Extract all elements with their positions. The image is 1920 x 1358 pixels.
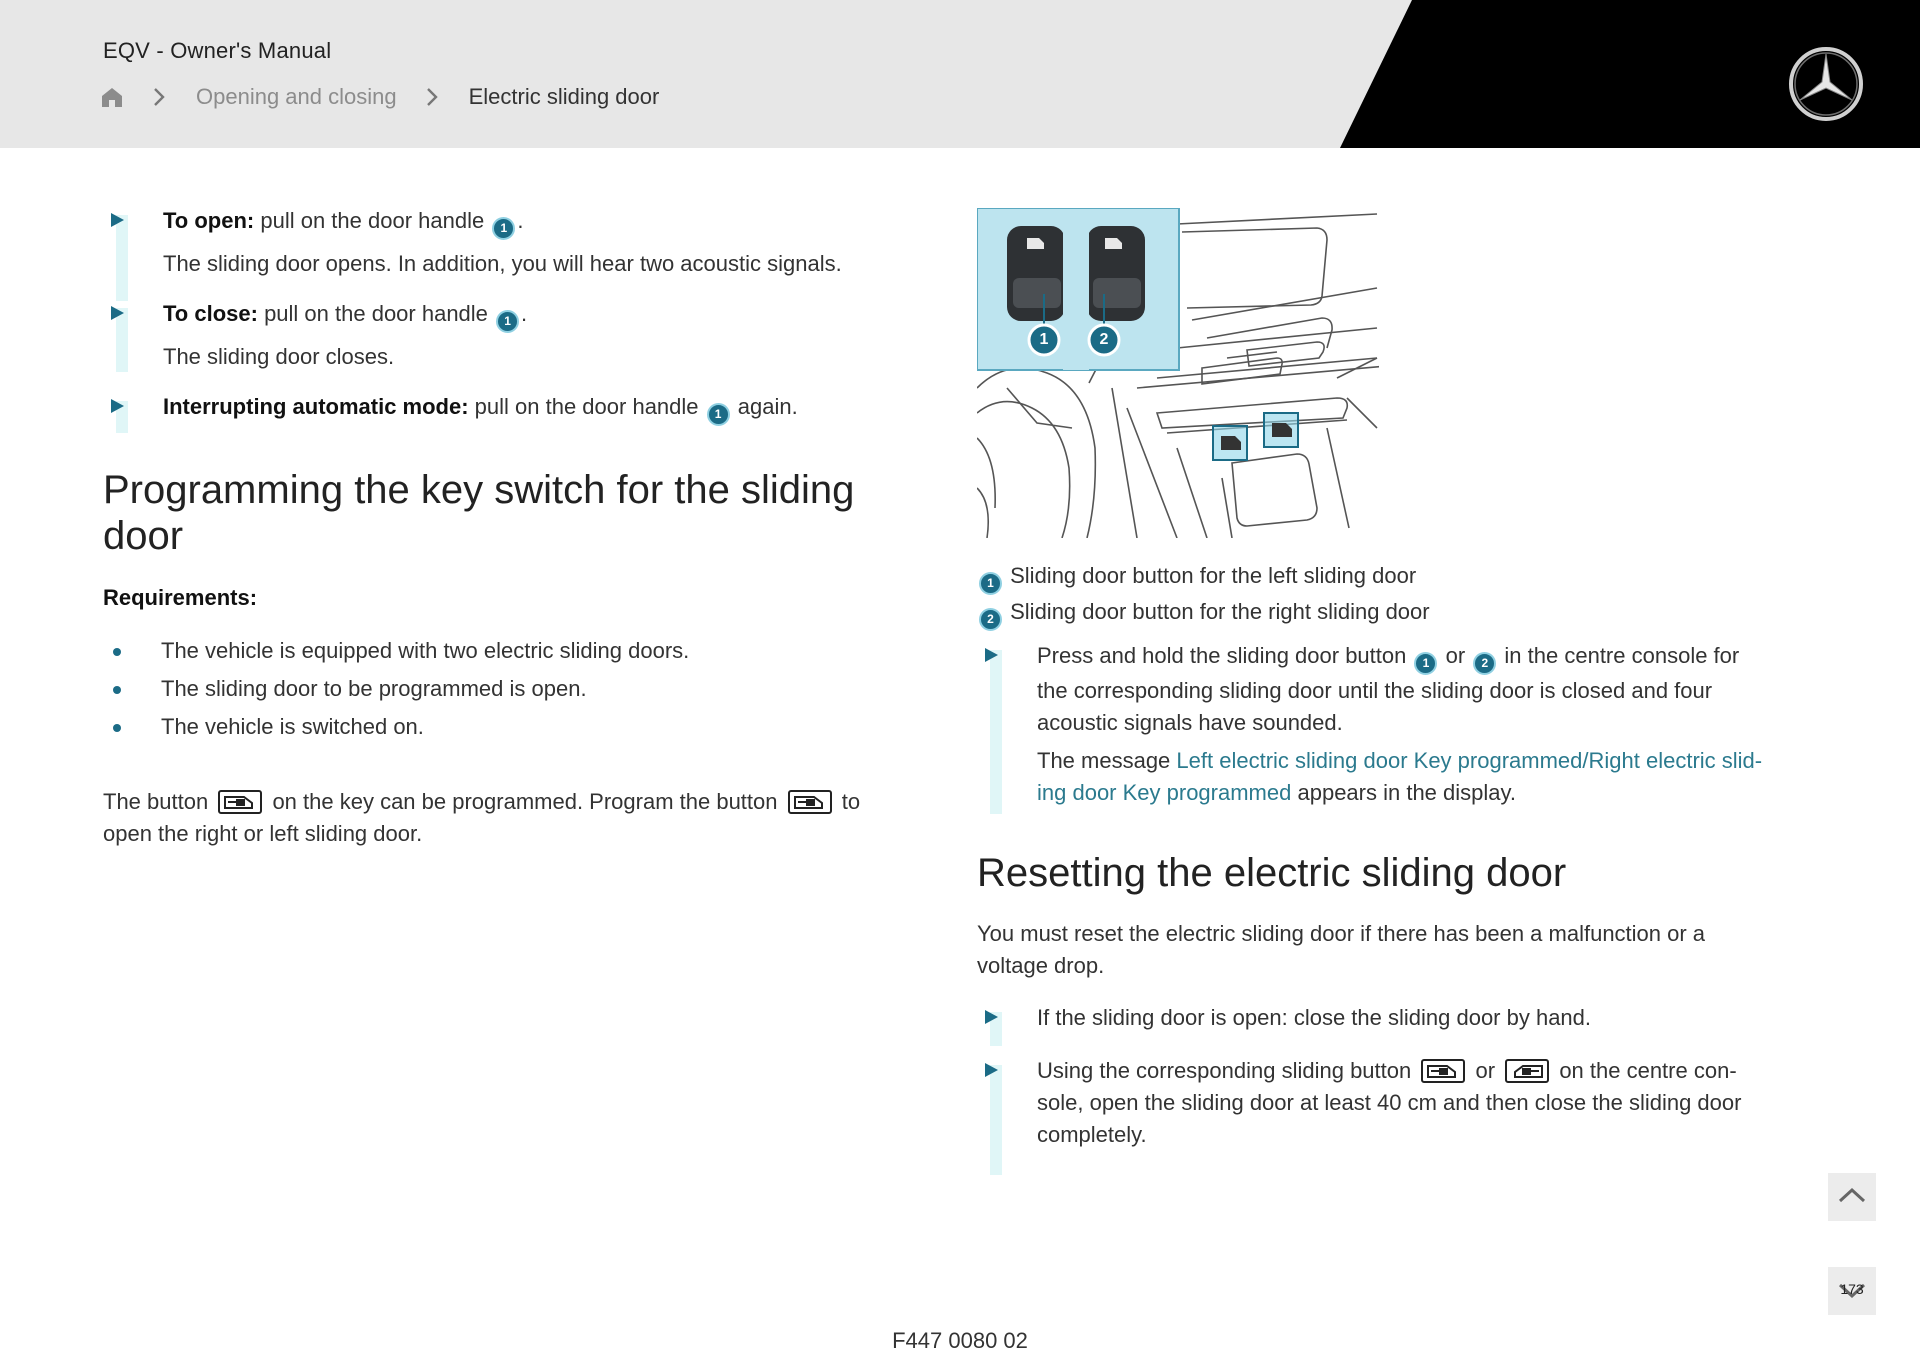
step-text <box>1037 1055 1797 1151</box>
section-title-programming: Programming the key switch for the sliding door <box>103 468 855 558</box>
step-body: in the centre console for <box>1504 643 1740 668</box>
step-close-by-hand <box>977 1002 1797 1042</box>
chevron-right-icon <box>425 87 439 107</box>
para-text: The button <box>103 789 209 814</box>
right-door-key-icon <box>1421 1059 1465 1083</box>
list-item: The sliding door to be programmed is open. <box>161 676 587 701</box>
right-door-key-icon <box>218 790 262 814</box>
play-arrow-icon <box>985 1010 998 1024</box>
step-bold-label: To close: <box>163 301 258 326</box>
bullet-dot <box>113 686 121 694</box>
section-title-resetting: Resetting the electric sliding door <box>977 851 1567 895</box>
page-number: 173 <box>1840 1281 1864 1297</box>
step-result: The sliding door opens. In addition, you will hear two acoustic signals. <box>163 250 842 276</box>
app-title: EQV - Owner's Manual <box>103 38 332 63</box>
step-to-close <box>103 298 903 368</box>
legend-item <box>977 560 1416 595</box>
step-body: acoustic signals have sounded. <box>1037 709 1343 735</box>
callout-badge: 2 <box>979 608 1002 631</box>
step-body: The message <box>1037 747 1171 773</box>
step-body: pull on the door handle <box>468 394 705 419</box>
step-after: again. <box>731 394 798 419</box>
callout-badge: 1 <box>1414 652 1437 675</box>
legend-text: Sliding door button for the right sliding door <box>1010 599 1430 624</box>
scroll-up-button[interactable] <box>1828 1173 1876 1221</box>
step-result: The sliding door closes. <box>163 343 395 369</box>
list-item: The vehicle is equipped with two electric sliding doors. <box>161 638 690 663</box>
figure-label-1: 1 <box>1039 331 1049 348</box>
breadcrumb <box>100 80 659 114</box>
step-bar <box>990 1065 1002 1175</box>
play-arrow-icon <box>985 1063 998 1077</box>
bullet-dot <box>113 724 121 732</box>
legend-item <box>977 596 1430 631</box>
play-arrow-icon <box>985 648 998 662</box>
step-text <box>163 391 798 426</box>
step-text <box>1037 640 1797 809</box>
play-arrow-icon <box>111 306 124 320</box>
step-body: Using the corresponding sliding button <box>1037 1058 1412 1083</box>
para-text: to <box>841 789 861 814</box>
step-bold-label: To open: <box>163 208 255 233</box>
step-after: . <box>517 208 524 233</box>
key-button-paragraph <box>103 786 903 850</box>
step-to-open <box>103 205 903 295</box>
step-bar <box>990 650 1002 814</box>
step-body: Press and hold the sliding door button <box>1037 643 1407 668</box>
display-message-link: ing door Key programmed <box>1037 779 1292 805</box>
callout-badge: 1 <box>979 572 1002 595</box>
step-body: pull on the door handle <box>254 208 491 233</box>
requirements-label: Requirements: <box>103 585 258 610</box>
step-open-and-close <box>977 1055 1797 1175</box>
step-body: pull on the door handle <box>257 301 495 326</box>
chevron-right-icon <box>152 87 166 107</box>
legend-text: Sliding door button for the left sliding door <box>1010 563 1417 588</box>
display-message-link: Left electric sliding door Key programmed/Right electric slid- <box>1176 747 1763 773</box>
step-body: appears in the display. <box>1297 779 1516 805</box>
callout-badge: 1 <box>492 217 515 240</box>
breadcrumb-item-current: Electric sliding door <box>468 84 660 109</box>
step-body: on the centre con- <box>1559 1058 1737 1083</box>
step-after: . <box>521 301 528 326</box>
right-door-key-icon <box>788 790 832 814</box>
step-press-and-hold <box>977 640 1797 810</box>
step-text <box>163 298 527 373</box>
para-text: open the right or left sliding door. <box>103 821 423 846</box>
callout-badge: 1 <box>496 310 519 333</box>
callout-badge: 2 <box>1473 652 1496 675</box>
play-arrow-icon <box>111 399 124 413</box>
step-text <box>163 205 842 280</box>
callout-badge: 1 <box>707 403 730 426</box>
home-icon[interactable] <box>100 85 124 109</box>
step-body: the corresponding sliding door until the sliding door is closed and four <box>1037 677 1713 703</box>
figure-label-2: 2 <box>1099 331 1109 348</box>
step-bar <box>116 215 128 301</box>
play-arrow-icon <box>111 213 124 227</box>
step-interrupting <box>103 391 903 431</box>
step-body: or <box>1475 1058 1496 1083</box>
left-door-key-icon <box>1505 1059 1549 1083</box>
bullet-dot <box>113 648 121 656</box>
step-bold-label: Interrupting automatic mode: <box>163 394 469 419</box>
scroll-down-button[interactable] <box>1828 1267 1876 1315</box>
para-text: on the key can be programmed. Program the button <box>272 789 778 814</box>
breadcrumb-item-opening-and-closing[interactable]: Opening and closing <box>196 84 397 109</box>
list-item: The vehicle is switched on. <box>161 714 424 739</box>
centre-console-illustration <box>977 208 1379 538</box>
step-body: or <box>1445 643 1466 668</box>
step-body: sole, open the sliding door at least 40 cm and then close the sliding door <box>1037 1090 1742 1115</box>
mercedes-star-logo <box>1788 46 1864 122</box>
page-header <box>0 0 1920 148</box>
reset-intro <box>977 918 1797 982</box>
intro-line: You must reset the electric sliding door if there has been a malfunction or a <box>977 921 1706 946</box>
intro-line: voltage drop. <box>977 953 1105 978</box>
step-body: completely. <box>1037 1122 1147 1147</box>
figure-code: F447 0080 02 <box>892 1328 1028 1353</box>
step-text: If the sliding door is open: close the sliding door by hand. <box>1037 1005 1592 1030</box>
chevron-up-icon <box>1837 1186 1867 1209</box>
